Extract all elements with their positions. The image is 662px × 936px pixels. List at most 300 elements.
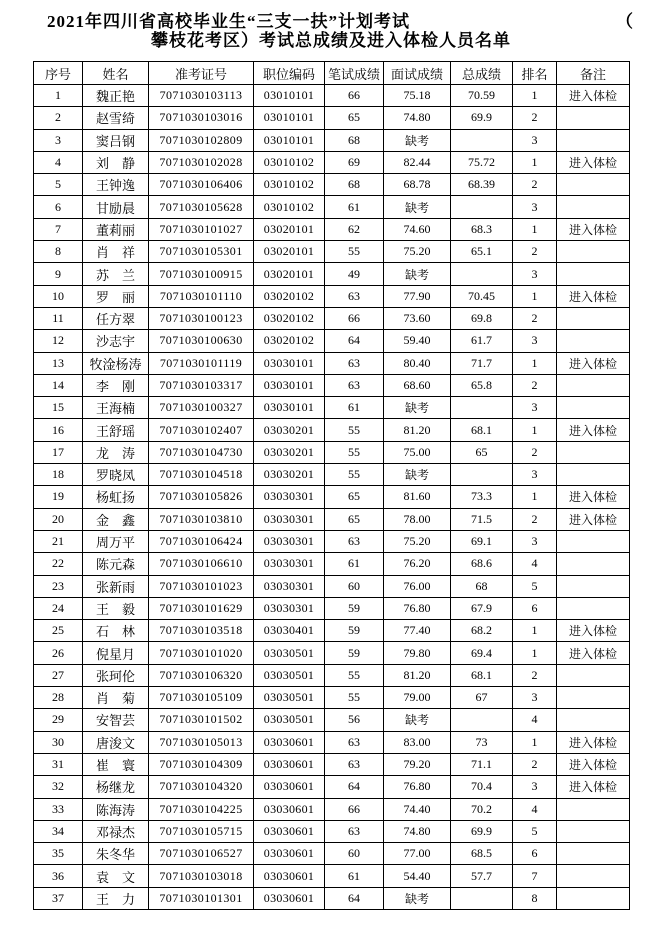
cell-remark	[557, 464, 630, 486]
cell-total: 73.3	[451, 486, 513, 508]
cell-total: 68.39	[451, 174, 513, 196]
cell-ticket_no: 7071030103018	[149, 865, 254, 887]
cell-name: 邓禄杰	[83, 820, 149, 842]
cell-interview: 79.80	[384, 642, 451, 664]
title-line-1	[0, 12, 662, 31]
cell-written: 61	[325, 865, 384, 887]
cell-ticket_no: 7071030104730	[149, 441, 254, 463]
cell-total: 68.3	[451, 218, 513, 240]
cell-ticket_no: 7071030104320	[149, 776, 254, 798]
cell-interview: 缺考	[384, 196, 451, 218]
table-row	[34, 397, 630, 419]
cell-rank: 5	[513, 575, 557, 597]
table-row	[34, 419, 630, 441]
cell-position_code: 03030401	[254, 620, 325, 642]
cell-name: 肖 祥	[83, 241, 149, 263]
cell-interview: 77.90	[384, 285, 451, 307]
cell-total: 73	[451, 731, 513, 753]
cell-name: 董莉丽	[83, 218, 149, 240]
cell-ticket_no: 7071030101119	[149, 352, 254, 374]
cell-name: 倪星月	[83, 642, 149, 664]
cell-name: 周万平	[83, 530, 149, 552]
cell-rank: 4	[513, 798, 557, 820]
cell-name: 金 鑫	[83, 508, 149, 530]
cell-name: 李 刚	[83, 374, 149, 396]
cell-total: 68.1	[451, 419, 513, 441]
cell-written: 66	[325, 85, 384, 107]
cell-ticket_no: 7071030102028	[149, 151, 254, 173]
cell-name: 王海楠	[83, 397, 149, 419]
cell-rank: 1	[513, 642, 557, 664]
cell-ticket_no: 7071030106406	[149, 174, 254, 196]
cell-rank: 1	[513, 731, 557, 753]
table-row	[34, 441, 630, 463]
table-row	[34, 597, 630, 619]
cell-written: 49	[325, 263, 384, 285]
cell-total: 69.9	[451, 107, 513, 129]
cell-no: 26	[34, 642, 83, 664]
table-row	[34, 285, 630, 307]
cell-remark	[557, 330, 630, 352]
cell-name: 石 林	[83, 620, 149, 642]
cell-ticket_no: 7071030101027	[149, 218, 254, 240]
cell-total: 67.9	[451, 597, 513, 619]
column-header-total: 总成绩	[451, 62, 513, 85]
cell-no: 18	[34, 464, 83, 486]
cell-name: 张新雨	[83, 575, 149, 597]
cell-rank: 4	[513, 553, 557, 575]
cell-total: 68	[451, 575, 513, 597]
cell-position_code: 03020101	[254, 263, 325, 285]
cell-name: 唐浚文	[83, 731, 149, 753]
cell-interview: 83.00	[384, 731, 451, 753]
cell-position_code: 03010102	[254, 151, 325, 173]
cell-written: 63	[325, 731, 384, 753]
cell-remark	[557, 597, 630, 619]
cell-name: 任方翠	[83, 307, 149, 329]
cell-ticket_no: 7071030101020	[149, 642, 254, 664]
table-row	[34, 798, 630, 820]
cell-remark	[557, 798, 630, 820]
cell-position_code: 03030501	[254, 642, 325, 664]
cell-interview: 81.20	[384, 419, 451, 441]
cell-rank: 2	[513, 508, 557, 530]
cell-ticket_no: 7071030105109	[149, 687, 254, 709]
cell-position_code: 03030601	[254, 776, 325, 798]
cell-ticket_no: 7071030102407	[149, 419, 254, 441]
cell-ticket_no: 7071030103016	[149, 107, 254, 129]
cell-ticket_no: 7071030105013	[149, 731, 254, 753]
cell-interview: 76.00	[384, 575, 451, 597]
cell-total: 67	[451, 687, 513, 709]
cell-total	[451, 263, 513, 285]
cell-remark	[557, 709, 630, 731]
cell-position_code: 03020101	[254, 218, 325, 240]
cell-written: 55	[325, 464, 384, 486]
cell-remark: 进入体检	[557, 419, 630, 441]
cell-remark: 进入体检	[557, 731, 630, 753]
cell-ticket_no: 7071030105715	[149, 820, 254, 842]
cell-rank: 3	[513, 464, 557, 486]
cell-interview: 缺考	[384, 129, 451, 151]
cell-remark	[557, 843, 630, 865]
cell-ticket_no: 7071030101110	[149, 285, 254, 307]
cell-position_code: 03020102	[254, 330, 325, 352]
cell-total: 69.1	[451, 530, 513, 552]
cell-no: 20	[34, 508, 83, 530]
cell-rank: 3	[513, 776, 557, 798]
cell-written: 55	[325, 687, 384, 709]
cell-no: 35	[34, 843, 83, 865]
cell-written: 55	[325, 241, 384, 263]
cell-ticket_no: 7071030106527	[149, 843, 254, 865]
cell-remark	[557, 820, 630, 842]
cell-total: 70.2	[451, 798, 513, 820]
cell-total: 69.9	[451, 820, 513, 842]
cell-no: 2	[34, 107, 83, 129]
cell-written: 64	[325, 330, 384, 352]
cell-ticket_no: 7071030106320	[149, 664, 254, 686]
cell-remark	[557, 374, 630, 396]
cell-remark: 进入体检	[557, 151, 630, 173]
cell-no: 11	[34, 307, 83, 329]
cell-interview: 68.60	[384, 374, 451, 396]
cell-rank: 6	[513, 843, 557, 865]
cell-written: 63	[325, 820, 384, 842]
cell-position_code: 03020102	[254, 307, 325, 329]
cell-no: 34	[34, 820, 83, 842]
table-row	[34, 753, 630, 775]
table-row	[34, 464, 630, 486]
cell-position_code: 03030301	[254, 508, 325, 530]
cell-rank: 1	[513, 151, 557, 173]
cell-interview: 75.20	[384, 530, 451, 552]
cell-written: 59	[325, 642, 384, 664]
cell-total	[451, 196, 513, 218]
cell-position_code: 03030201	[254, 419, 325, 441]
cell-name: 魏正艳	[83, 85, 149, 107]
cell-remark: 进入体检	[557, 352, 630, 374]
cell-interview: 81.20	[384, 664, 451, 686]
table-row	[34, 776, 630, 798]
cell-ticket_no: 7071030103317	[149, 374, 254, 396]
cell-remark	[557, 441, 630, 463]
cell-written: 69	[325, 151, 384, 173]
cell-remark: 进入体检	[557, 285, 630, 307]
cell-ticket_no: 7071030104518	[149, 464, 254, 486]
cell-name: 杨继龙	[83, 776, 149, 798]
table-row	[34, 843, 630, 865]
cell-name: 甘励晨	[83, 196, 149, 218]
cell-written: 59	[325, 597, 384, 619]
cell-name: 苏 兰	[83, 263, 149, 285]
table-row	[34, 151, 630, 173]
cell-interview: 76.80	[384, 597, 451, 619]
column-header-name: 姓名	[83, 62, 149, 85]
cell-written: 68	[325, 129, 384, 151]
cell-name: 罗晓凤	[83, 464, 149, 486]
cell-written: 65	[325, 486, 384, 508]
cell-no: 19	[34, 486, 83, 508]
cell-name: 陈海涛	[83, 798, 149, 820]
cell-position_code: 03010102	[254, 174, 325, 196]
results-table-body	[34, 85, 630, 910]
cell-rank: 1	[513, 419, 557, 441]
table-row	[34, 508, 630, 530]
cell-position_code: 03010101	[254, 129, 325, 151]
cell-written: 66	[325, 798, 384, 820]
cell-rank: 3	[513, 196, 557, 218]
cell-rank: 1	[513, 85, 557, 107]
column-header-no: 序号	[34, 62, 83, 85]
cell-name: 罗 丽	[83, 285, 149, 307]
table-row	[34, 575, 630, 597]
cell-position_code: 03030301	[254, 575, 325, 597]
cell-interview: 82.44	[384, 151, 451, 173]
title-line-2: 攀枝花考区）考试总成绩及进入体检人员名单	[151, 31, 511, 50]
page-title	[0, 12, 662, 50]
results-table	[33, 61, 630, 910]
cell-position_code: 03030601	[254, 843, 325, 865]
cell-ticket_no: 7071030101301	[149, 887, 254, 909]
cell-ticket_no: 7071030100630	[149, 330, 254, 352]
cell-no: 30	[34, 731, 83, 753]
cell-rank: 5	[513, 820, 557, 842]
cell-remark: 进入体检	[557, 776, 630, 798]
table-row	[34, 352, 630, 374]
cell-rank: 2	[513, 664, 557, 686]
cell-total	[451, 709, 513, 731]
cell-no: 4	[34, 151, 83, 173]
cell-remark	[557, 263, 630, 285]
cell-total: 70.4	[451, 776, 513, 798]
cell-no: 8	[34, 241, 83, 263]
cell-written: 66	[325, 307, 384, 329]
cell-interview: 81.60	[384, 486, 451, 508]
cell-remark: 进入体检	[557, 85, 630, 107]
cell-ticket_no: 7071030100915	[149, 263, 254, 285]
cell-remark	[557, 174, 630, 196]
cell-total: 71.7	[451, 352, 513, 374]
table-row	[34, 174, 630, 196]
cell-written: 62	[325, 218, 384, 240]
cell-remark: 进入体检	[557, 753, 630, 775]
cell-name: 王 毅	[83, 597, 149, 619]
cell-interview: 74.40	[384, 798, 451, 820]
cell-remark	[557, 107, 630, 129]
cell-written: 61	[325, 553, 384, 575]
cell-total: 68.1	[451, 664, 513, 686]
cell-written: 59	[325, 620, 384, 642]
cell-position_code: 03030601	[254, 798, 325, 820]
cell-written: 64	[325, 776, 384, 798]
cell-rank: 2	[513, 174, 557, 196]
cell-total: 65.1	[451, 241, 513, 263]
table-row	[34, 486, 630, 508]
cell-remark	[557, 307, 630, 329]
cell-no: 31	[34, 753, 83, 775]
cell-written: 68	[325, 174, 384, 196]
cell-ticket_no: 7071030105301	[149, 241, 254, 263]
cell-no: 37	[34, 887, 83, 909]
cell-ticket_no: 7071030101023	[149, 575, 254, 597]
cell-written: 63	[325, 352, 384, 374]
cell-total: 65.8	[451, 374, 513, 396]
cell-no: 25	[34, 620, 83, 642]
cell-total	[451, 397, 513, 419]
cell-no: 29	[34, 709, 83, 731]
cell-name: 刘 静	[83, 151, 149, 173]
title-text-line1: 2021年四川省高校毕业生“三支一扶”计划考试	[47, 12, 410, 31]
cell-no: 23	[34, 575, 83, 597]
cell-interview: 74.80	[384, 107, 451, 129]
cell-written: 61	[325, 196, 384, 218]
cell-rank: 1	[513, 486, 557, 508]
cell-no: 36	[34, 865, 83, 887]
cell-total: 68.6	[451, 553, 513, 575]
cell-remark	[557, 530, 630, 552]
table-row	[34, 820, 630, 842]
cell-ticket_no: 7071030105628	[149, 196, 254, 218]
table-row	[34, 642, 630, 664]
table-row	[34, 731, 630, 753]
cell-interview: 76.20	[384, 553, 451, 575]
cell-interview: 缺考	[384, 709, 451, 731]
cell-written: 63	[325, 753, 384, 775]
cell-total: 57.7	[451, 865, 513, 887]
cell-rank: 3	[513, 687, 557, 709]
header-row	[34, 62, 630, 85]
cell-name: 赵雪绮	[83, 107, 149, 129]
column-header-ticket_no: 准考证号	[149, 62, 254, 85]
cell-interview: 54.40	[384, 865, 451, 887]
cell-rank: 4	[513, 709, 557, 731]
cell-name: 龙 涛	[83, 441, 149, 463]
table-row	[34, 218, 630, 240]
table-row	[34, 241, 630, 263]
cell-interview: 74.60	[384, 218, 451, 240]
cell-no: 16	[34, 419, 83, 441]
cell-interview: 68.78	[384, 174, 451, 196]
cell-remark	[557, 196, 630, 218]
cell-remark	[557, 241, 630, 263]
cell-ticket_no: 7071030102809	[149, 129, 254, 151]
cell-position_code: 03010101	[254, 85, 325, 107]
cell-rank: 2	[513, 307, 557, 329]
cell-total: 75.72	[451, 151, 513, 173]
cell-rank: 1	[513, 620, 557, 642]
cell-remark	[557, 865, 630, 887]
cell-position_code: 03020102	[254, 285, 325, 307]
cell-position_code: 03020101	[254, 241, 325, 263]
cell-interview: 79.00	[384, 687, 451, 709]
cell-no: 3	[34, 129, 83, 151]
column-header-written: 笔试成绩	[325, 62, 384, 85]
cell-remark	[557, 397, 630, 419]
cell-name: 王舒瑶	[83, 419, 149, 441]
cell-position_code: 03030601	[254, 887, 325, 909]
table-row	[34, 887, 630, 909]
title-open-paren: （	[616, 12, 634, 31]
column-header-rank: 排名	[513, 62, 557, 85]
cell-rank: 2	[513, 241, 557, 263]
cell-ticket_no: 7071030105826	[149, 486, 254, 508]
cell-remark: 进入体检	[557, 642, 630, 664]
cell-no: 17	[34, 441, 83, 463]
cell-name: 袁 文	[83, 865, 149, 887]
cell-written: 63	[325, 530, 384, 552]
cell-total: 68.5	[451, 843, 513, 865]
table-row	[34, 664, 630, 686]
cell-no: 6	[34, 196, 83, 218]
column-header-remark: 备注	[557, 62, 630, 85]
table-row	[34, 553, 630, 575]
cell-remark	[557, 664, 630, 686]
cell-remark	[557, 887, 630, 909]
cell-written: 63	[325, 285, 384, 307]
cell-position_code: 03030501	[254, 709, 325, 731]
cell-interview: 缺考	[384, 263, 451, 285]
cell-written: 55	[325, 441, 384, 463]
cell-total	[451, 887, 513, 909]
cell-name: 朱冬华	[83, 843, 149, 865]
cell-no: 24	[34, 597, 83, 619]
cell-total: 69.8	[451, 307, 513, 329]
cell-total: 70.45	[451, 285, 513, 307]
cell-rank: 3	[513, 530, 557, 552]
table-row	[34, 85, 630, 107]
cell-no: 9	[34, 263, 83, 285]
cell-name: 杨虹扬	[83, 486, 149, 508]
cell-interview: 缺考	[384, 464, 451, 486]
cell-no: 1	[34, 85, 83, 107]
cell-position_code: 03030501	[254, 687, 325, 709]
cell-interview: 79.20	[384, 753, 451, 775]
cell-name: 窦吕钢	[83, 129, 149, 151]
cell-no: 21	[34, 530, 83, 552]
cell-no: 14	[34, 374, 83, 396]
column-header-position_code: 职位编码	[254, 62, 325, 85]
cell-no: 10	[34, 285, 83, 307]
cell-name: 肖 菊	[83, 687, 149, 709]
cell-name: 张珂伦	[83, 664, 149, 686]
cell-ticket_no: 7071030100123	[149, 307, 254, 329]
cell-no: 33	[34, 798, 83, 820]
cell-written: 65	[325, 107, 384, 129]
cell-total	[451, 464, 513, 486]
cell-name: 安智芸	[83, 709, 149, 731]
cell-position_code: 03030201	[254, 464, 325, 486]
cell-remark: 进入体检	[557, 486, 630, 508]
cell-rank: 1	[513, 218, 557, 240]
cell-total: 70.59	[451, 85, 513, 107]
cell-position_code: 03030101	[254, 397, 325, 419]
cell-interview: 77.00	[384, 843, 451, 865]
cell-interview: 75.20	[384, 241, 451, 263]
cell-position_code: 03030101	[254, 374, 325, 396]
cell-remark	[557, 687, 630, 709]
cell-position_code: 03030601	[254, 865, 325, 887]
cell-rank: 2	[513, 107, 557, 129]
cell-rank: 6	[513, 597, 557, 619]
table-row	[34, 330, 630, 352]
cell-name: 牧淦杨涛	[83, 352, 149, 374]
cell-rank: 3	[513, 263, 557, 285]
cell-total	[451, 129, 513, 151]
cell-interview: 缺考	[384, 397, 451, 419]
table-row	[34, 307, 630, 329]
table-row	[34, 865, 630, 887]
